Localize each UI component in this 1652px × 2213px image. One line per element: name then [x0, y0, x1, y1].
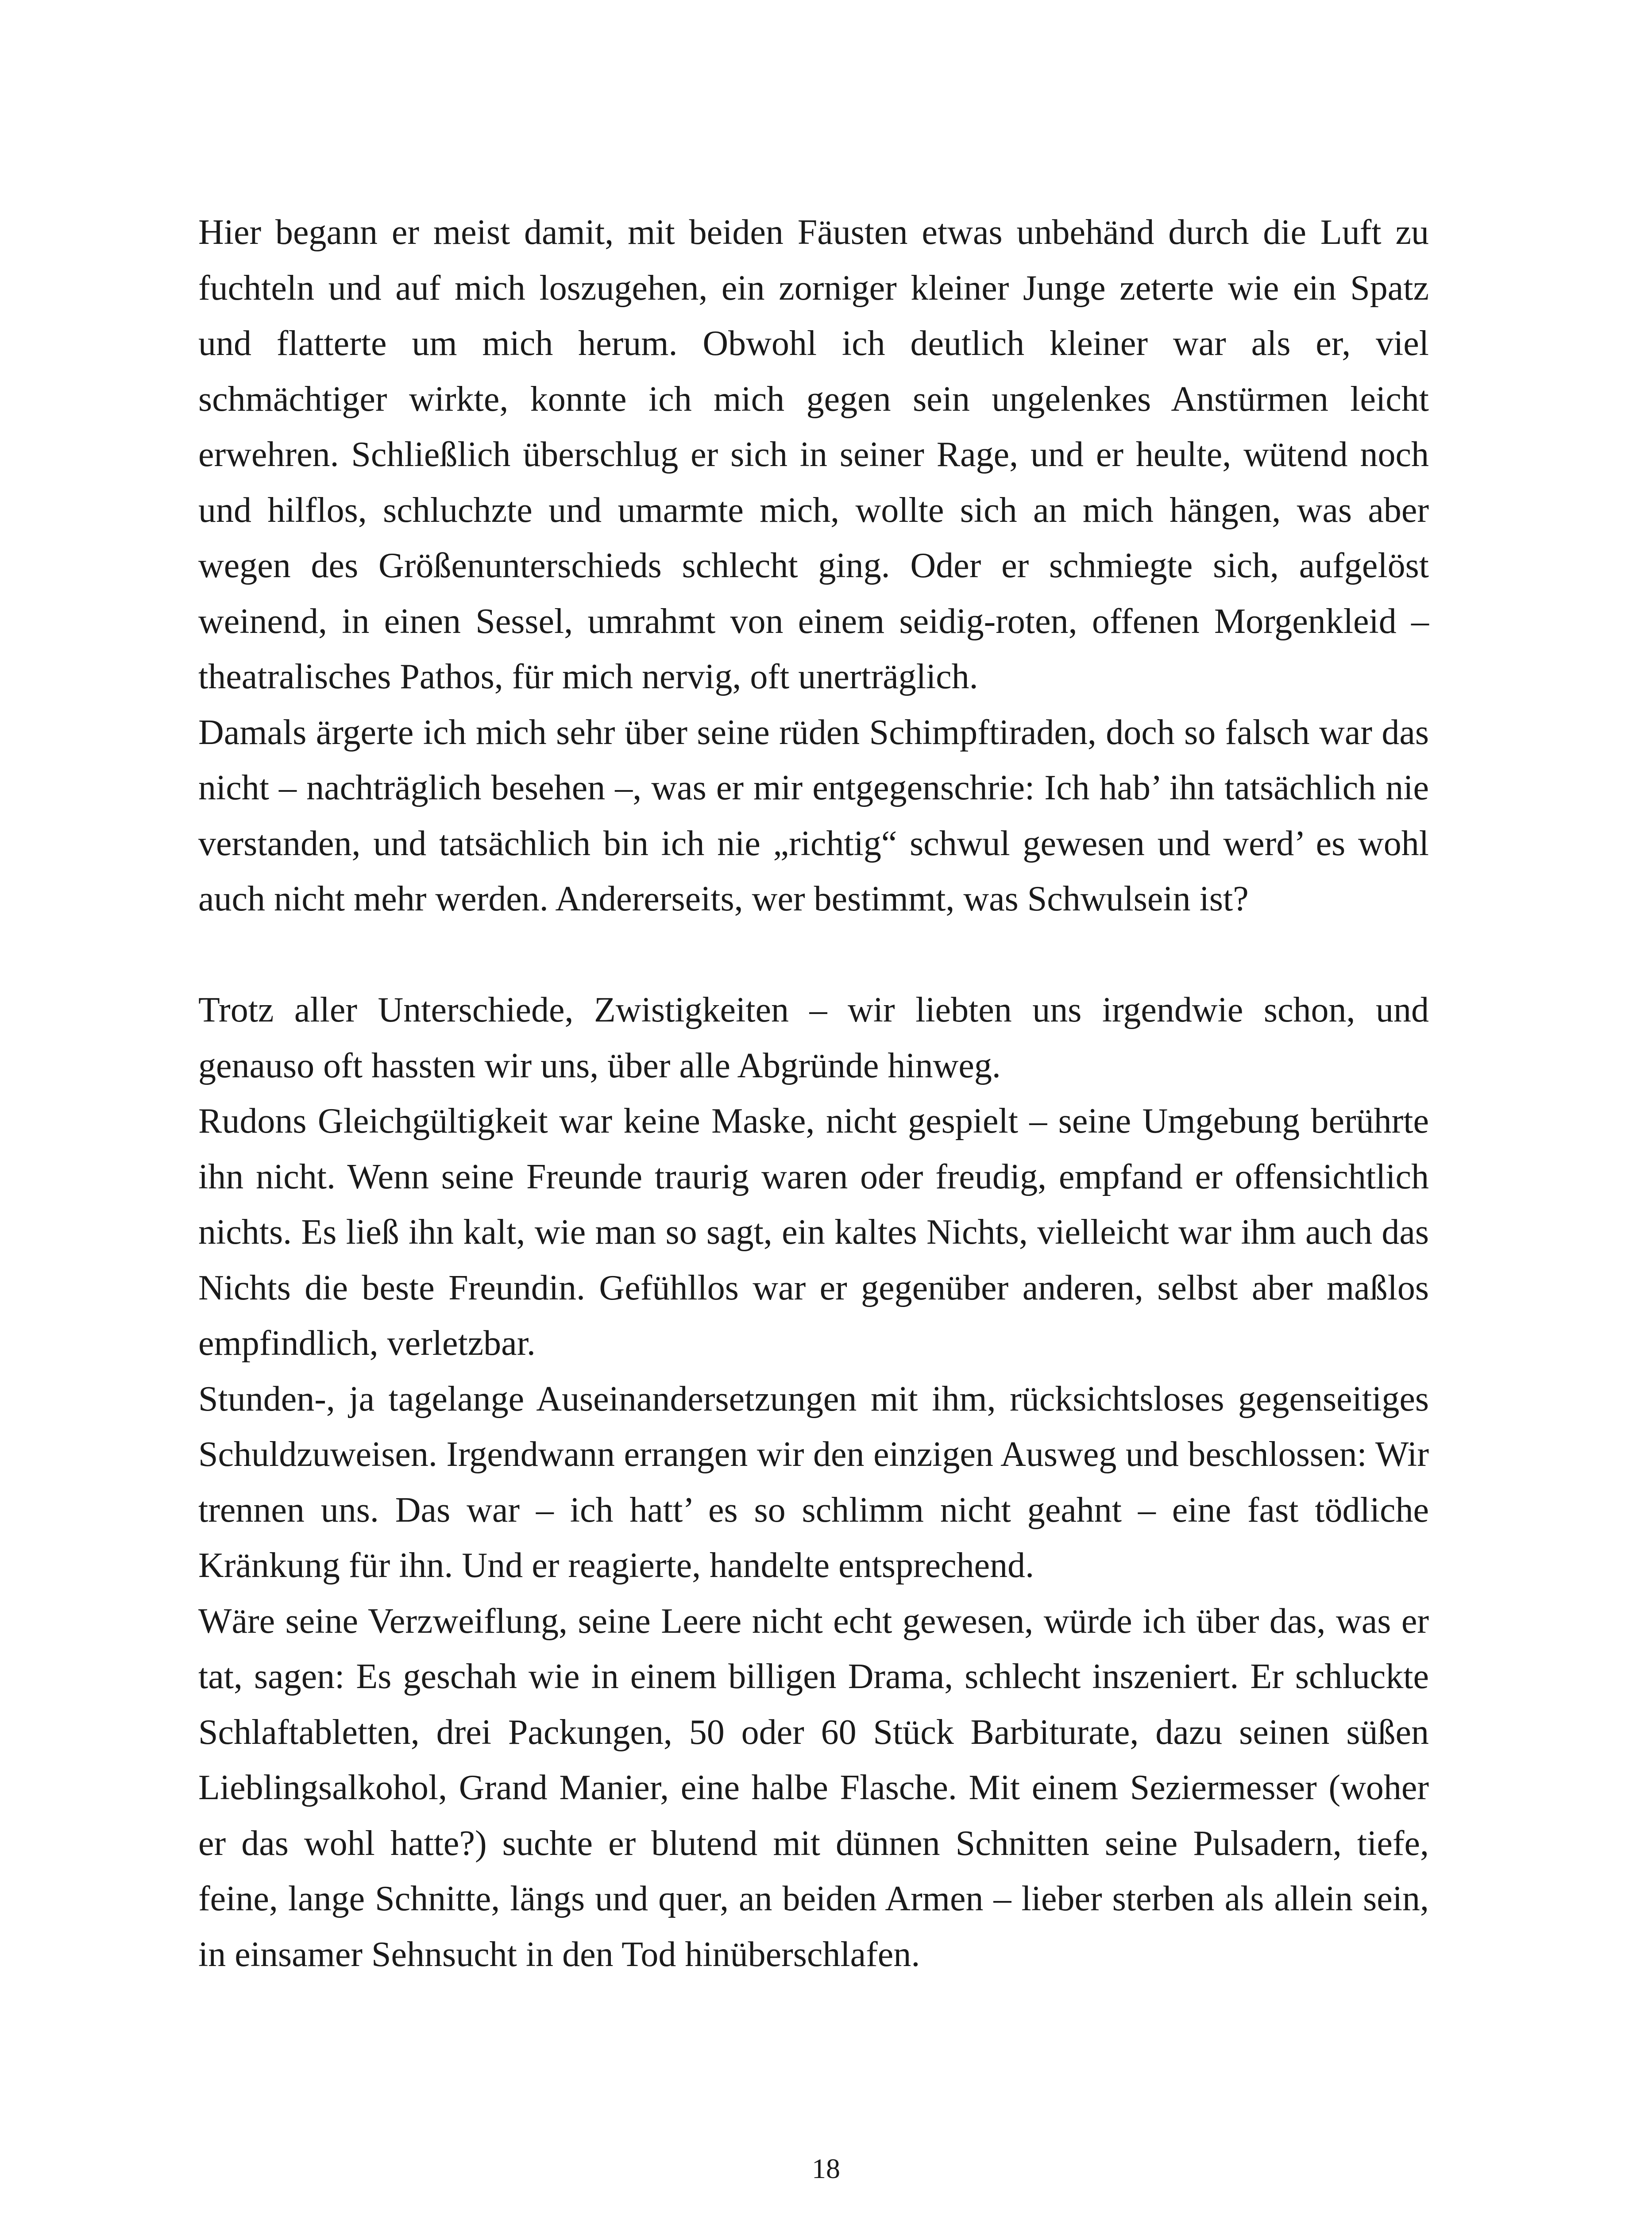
text-section-1 — [198, 205, 1429, 927]
body-text — [198, 205, 1429, 1982]
paragraph: Wäre seine Verzweiflung, seine Leere nicht echt gewesen, würde ich über das, was er tat, sagen: Es geschah wie in einem billigen Drama, schlecht inszeniert. Er schluckte Schlaftabletten, drei Packungen, 50 oder 60 Stück Barbiturate, dazu seinen süßen Lieblingsalkohol, Grand Manier, eine halbe Flasche. Mit einem Seziermesser (woher er das wohl hatte?) suchte er blutend mit dünnen Schnitten seine Pulsadern, tiefe, feine, lange Schnitte, längs und quer, an beiden Armen – lieber sterben als allein sein, in einsamer Sehnsucht in den Tod hinüberschlafen. — [198, 1601, 1429, 1974]
paragraph: Stunden-, ja tagelange Auseinandersetzungen mit ihm, rücksichtsloses gegenseitiges Schuldzuweisen. Irgendwann errangen wir den einzigen Ausweg und beschlossen: Wir trennen uns. Das war – ich hatt’ es so schlimm nicht geahnt – eine fast tödliche Kränkung für ihn. Und er reagierte, handelte entsprechend. — [198, 1379, 1429, 1585]
paragraph: Rudons Gleichgültigkeit war keine Maske, nicht gespielt – seine Umgebung berührte ihn nicht. Wenn seine Freunde traurig waren oder freudig, empfand er offensichtlich nichts. Es ließ ihn kalt, wie man so sagt, ein kaltes Nichts, vielleicht war ihm auch das Nichts die beste Freundin. Gefühllos war er gegenüber anderen, selbst aber maßlos empfindlich, verletzbar. — [198, 1102, 1429, 1363]
page-number: 18 — [812, 2153, 840, 2184]
paragraph: Damals ärgerte ich mich sehr über seine rüden Schimpftiraden, doch so falsch war das nicht – nachträglich besehen –, was er mir entgegenschrie: Ich hab’ ihn tatsächlich nie verstanden, und tatsächlich bin ich nie „richtig“ schwul gewesen und werd’ es wohl auch nicht mehr werden. Andererseits, wer bestimmt, was Schwulsein ist? — [198, 713, 1429, 918]
text-section-2 — [198, 983, 1429, 1982]
paragraph: Hier begann er meist damit, mit beiden Fäusten etwas unbehänd durch die Luft zu fuchteln und auf mich loszugehen, ein zorniger kleiner Junge zeterte wie ein Spatz und flatterte um mich herum. Obwohl ich deutlich kleiner war als er, viel schmächtiger wirkte, konnte ich mich gegen sein ungelenkes Anstürmen leicht erwehren. Schließlich überschlug er sich in seiner Rage, und er heulte, wütend noch und hilflos, schluchzte und umarmte mich, wollte sich an mich hängen, was aber wegen des Größenunterschieds schlecht ging. Oder er schmiegte sich, aufgelöst weinend, in einen Sessel, umrahmt von einem seidig-roten, offenen Morgenkleid – theatralisches Pathos, für mich nervig, oft unerträglich. — [198, 213, 1429, 696]
paragraph: Trotz aller Unterschiede, Zwistigkeiten – wir liebten uns irgendwie schon, und genauso oft hassten wir uns, über alle Abgründe hinweg. — [198, 991, 1429, 1085]
